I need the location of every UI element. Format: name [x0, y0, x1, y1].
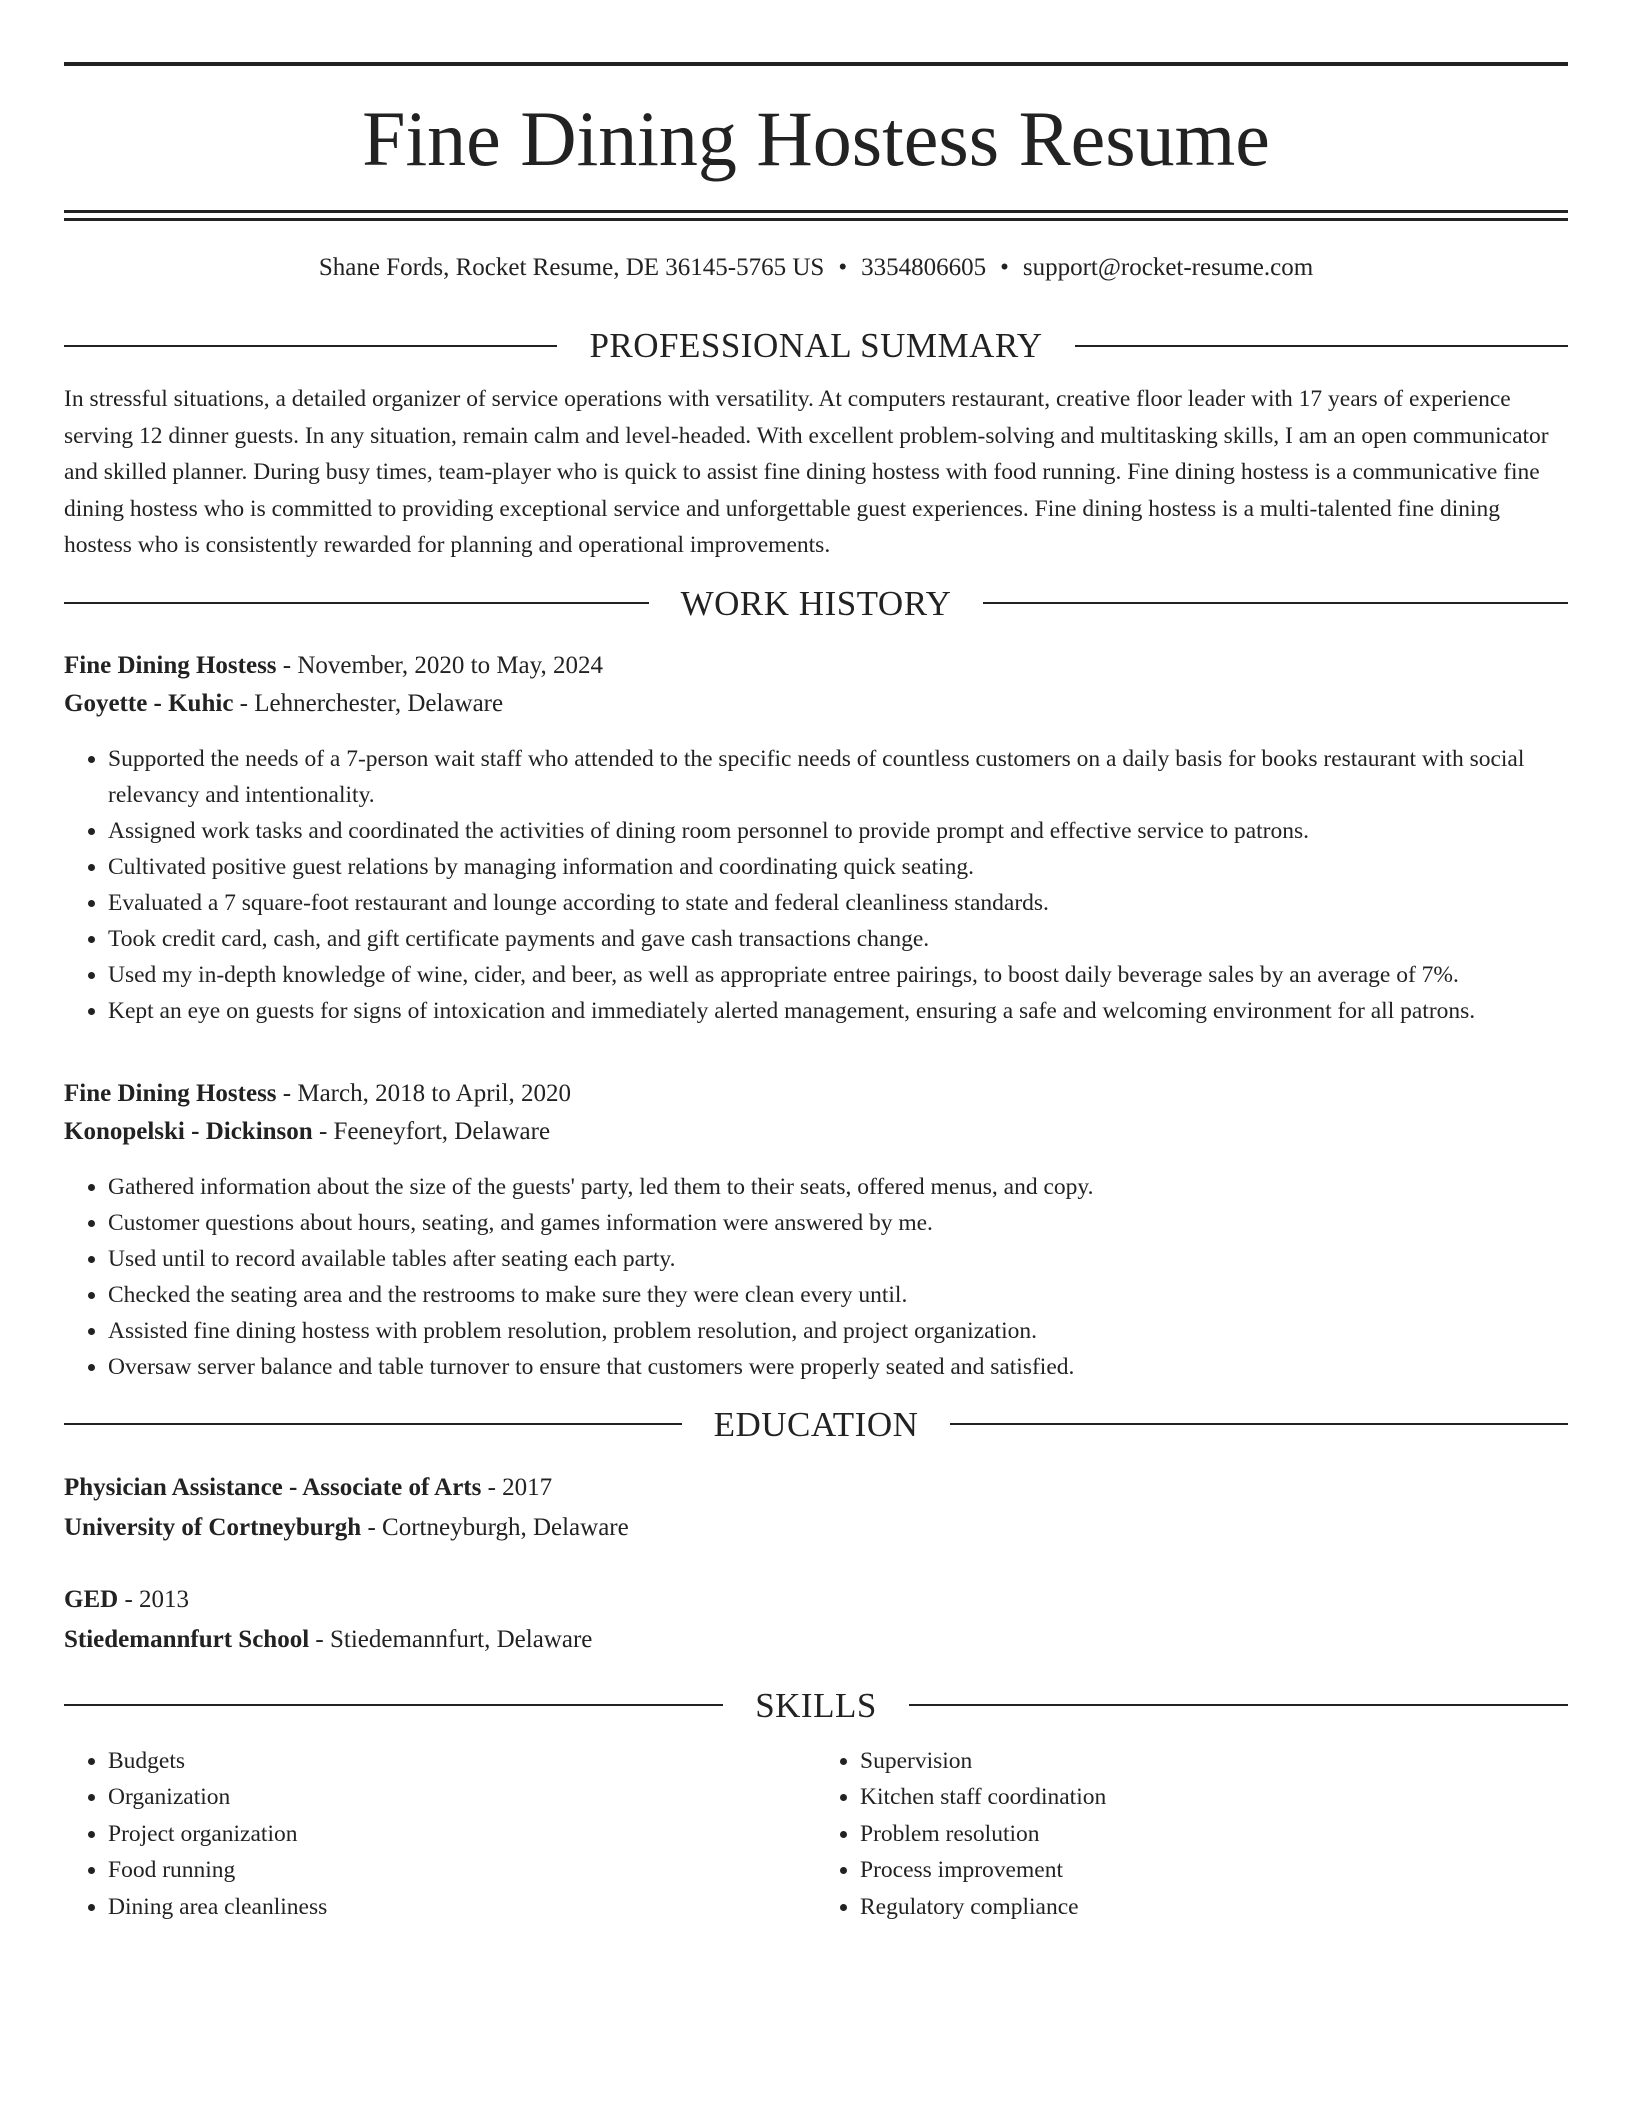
education-entry: [64, 1468, 1568, 1548]
job-bullet: • Supported the needs of a 7-person wait staff who attended to the specific needs of countless customers on a daily basis for books restaurant with social relevancy and intentionality.: [108, 741, 1568, 813]
job-bullet: • Kept an eye on guests for signs of intoxication and immediately alerted management, ensuring a safe and welcoming environment for all patrons.: [108, 993, 1568, 1029]
job-bullet-list: [64, 1169, 1568, 1385]
section-rule-left: [64, 345, 557, 347]
education-degree: GED: [64, 1585, 119, 1613]
job-company-line: [64, 1113, 1568, 1151]
summary-text: In stressful situations, a detailed organizer of service operations with versatility. At computers restaurant, creative floor leader with 17 years of experience serving 12 dinner guests. In any situation, remain calm and level-headed. With excellent problem-solving and multitasking skills, I am an open communicator and skilled planner. During busy times, team-player who is quick to assist fine dining hostess with food running. Fine dining hostess is a communicative fine dining hostess who is committed to providing exceptional service and unforgettable guest experiences. Fine dining hostess is a multi-talented fine dining hostess who is consistently rewarded for planning and operational improvements.: [64, 386, 1549, 558]
skills-list-right: [816, 1743, 1568, 1926]
skills-columns: [64, 1743, 1568, 1926]
skill-item: • Problem resolution: [860, 1816, 1568, 1853]
top-rule: [64, 62, 1568, 66]
job-title: Fine Dining Hostess: [64, 1079, 277, 1107]
education-school-line: [64, 1620, 1568, 1660]
contact-line: [64, 255, 1568, 280]
education-year: - 2013: [118, 1585, 190, 1613]
section-rule-left: [64, 602, 649, 604]
skill-item: • Dining area cleanliness: [108, 1889, 816, 1926]
education-school-line: [64, 1508, 1568, 1548]
job-location: - Feeneyfort, Delaware: [312, 1117, 551, 1145]
skill-item: • Process improvement: [860, 1852, 1568, 1889]
contact-phone: 3354806605: [861, 254, 987, 281]
job-title-line: [64, 647, 1568, 685]
job-dates: - March, 2018 to April, 2020: [276, 1079, 571, 1107]
job-entry: [64, 1075, 1568, 1385]
job-bullet: • Took credit card, cash, and gift certificate payments and gave cash transactions change.: [108, 921, 1568, 957]
job-bullet: • Customer questions about hours, seating, and games information were answered by me.: [108, 1205, 1568, 1241]
section-rule-right: [950, 1423, 1568, 1425]
job-dates: - November, 2020 to May, 2024: [276, 651, 604, 679]
resume-title: Fine Dining Hostess Resume: [362, 95, 1270, 182]
job-company: Goyette - Kuhic: [64, 689, 234, 717]
section-title-education: EDUCATION: [713, 1404, 919, 1444]
job-entry: [64, 647, 1568, 1029]
contact-separator: •: [838, 254, 848, 281]
section-title-work-history: WORK HISTORY: [680, 583, 952, 623]
skill-item: • Project organization: [108, 1816, 816, 1853]
section-rule-left: [64, 1704, 723, 1706]
job-bullet: • Assisted fine dining hostess with problem resolution, problem resolution, and project organization.: [108, 1313, 1568, 1349]
job-title-line: [64, 1075, 1568, 1113]
education-year: - 2017: [481, 1473, 553, 1501]
skill-item: • Food running: [108, 1852, 816, 1889]
job-company: Konopelski - Dickinson: [64, 1117, 313, 1145]
education-school: Stiedemannfurt School: [64, 1625, 310, 1653]
title-double-rule: [64, 210, 1568, 221]
education-location: - Stiedemannfurt, Delaware: [309, 1625, 593, 1653]
section-header-skills: [64, 1685, 1568, 1725]
section-title-summary: PROFESSIONAL SUMMARY: [589, 326, 1043, 365]
section-rule-right: [909, 1704, 1568, 1706]
skill-item: • Regulatory compliance: [860, 1889, 1568, 1926]
section-rule-right: [983, 602, 1568, 604]
skill-item: • Supervision: [860, 1743, 1568, 1780]
skills-list-left: [64, 1743, 816, 1926]
job-bullet: • Used until to record available tables after seating each party.: [108, 1241, 1568, 1277]
section-title-skills: SKILLS: [755, 1685, 877, 1725]
section-header-education: [64, 1404, 1568, 1444]
education-degree: Physician Assistance - Associate of Arts: [64, 1473, 482, 1501]
education-school: University of Cortneyburgh: [64, 1513, 362, 1541]
job-bullet: • Gathered information about the size of the guests' party, led them to their seats, offered menus, and copy.: [108, 1169, 1568, 1205]
job-bullet: • Checked the seating area and the restrooms to make sure they were clean every until.: [108, 1277, 1568, 1313]
job-bullet: • Evaluated a 7 square-foot restaurant and lounge according to state and federal cleanliness standards.: [108, 885, 1568, 921]
contact-address: Shane Fords, Rocket Resume, DE 36145-5765 US: [318, 254, 825, 281]
contact-email: support@rocket-resume.com: [1022, 254, 1314, 281]
section-header-work-history: [64, 583, 1568, 623]
job-bullet-list: [64, 741, 1568, 1029]
section-rule-left: [64, 1423, 682, 1425]
section-rule-right: [1075, 345, 1568, 347]
job-bullet: • Assigned work tasks and coordinated the activities of dining room personnel to provide prompt and effective service to patrons.: [108, 813, 1568, 849]
education-degree-line: [64, 1468, 1568, 1508]
skill-item: • Budgets: [108, 1743, 816, 1780]
contact-separator: •: [1000, 254, 1009, 281]
skill-item: • Organization: [108, 1779, 816, 1816]
skill-item: • Kitchen staff coordination: [860, 1779, 1568, 1816]
job-company-line: [64, 685, 1568, 723]
job-title: Fine Dining Hostess: [64, 651, 277, 679]
section-header-summary: [64, 328, 1568, 363]
job-bullet: • Used my in-depth knowledge of wine, cider, and beer, as well as appropriate entree pairings, to boost daily beverage sales by an average of 7%.: [108, 957, 1568, 993]
job-bullet: • Oversaw server balance and table turnover to ensure that customers were properly seated and satisfied.: [108, 1349, 1568, 1385]
education-location: - Cortneyburgh, Delaware: [361, 1513, 629, 1541]
education-degree-line: [64, 1580, 1568, 1620]
job-location: - Lehnerchester, Delaware: [233, 689, 504, 717]
job-bullet: • Cultivated positive guest relations by managing information and coordinating quick seating.: [108, 849, 1568, 885]
education-entry: [64, 1580, 1568, 1660]
